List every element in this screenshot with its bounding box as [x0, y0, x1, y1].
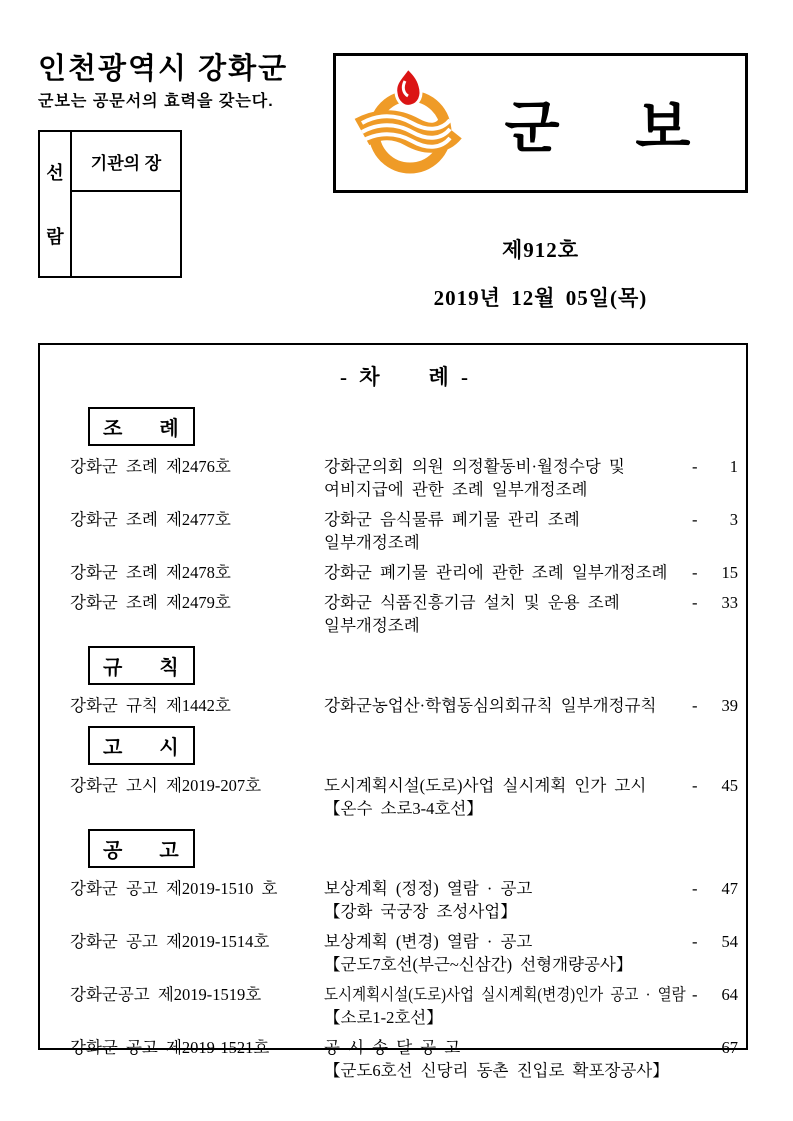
entry-title-line1: 강화군농업산·학협동심의회규칙 일부개정규칙 — [324, 696, 657, 715]
entry-number: 강화군 공고 제2019-1514호 — [70, 932, 270, 951]
head-of-agency-cell: 기관의 장 — [72, 132, 180, 192]
entry-title-line1: 보상계획 (정정) 열람 · 공고 — [324, 879, 533, 898]
entry-title-line2: 【군도6호선 신당리 동촌 진입로 확포장공사】 — [324, 1061, 669, 1080]
entry-page — [692, 1036, 738, 1059]
page-dash: - — [692, 593, 698, 612]
entry-page — [692, 877, 738, 900]
entry-page — [692, 508, 738, 531]
toc-box — [38, 343, 748, 1080]
county-logo-icon — [356, 66, 462, 180]
page-number: 39 — [721, 696, 738, 715]
issue-number: 제912호 — [501, 238, 580, 262]
entry-title — [324, 508, 686, 554]
toc-row — [70, 508, 738, 554]
approval-right-column — [72, 132, 180, 276]
entry-title-line2: 일부개정조례 — [324, 616, 420, 635]
entry-title-line1: 도시계획시설(도로)사업 실시계획(변경)인가 공고 · 열람 — [324, 985, 686, 1004]
entry-number: 강화군공고 제2019-1519호 — [70, 985, 262, 1004]
entry-title — [324, 455, 686, 501]
section-label-announcement: 공 고 — [88, 829, 195, 868]
page-dash: - — [692, 563, 698, 582]
entry-page — [692, 591, 738, 614]
section-announcement — [70, 827, 738, 1082]
entry-title-line2: 【군도7호선(부근~신삼간) 선형개량공사】 — [324, 955, 633, 974]
circulation-column — [40, 132, 72, 276]
page-number: 67 — [721, 1038, 738, 1057]
toc-row — [70, 455, 738, 501]
entry-title-line2: 【온수 소로3-4호선】 — [324, 799, 483, 818]
entry-page — [692, 455, 738, 478]
entry-title — [324, 591, 686, 637]
page-dash: - — [692, 879, 698, 898]
toc-row — [70, 983, 738, 1029]
toc-row — [70, 561, 738, 584]
toc-row — [70, 1036, 738, 1082]
entry-number: 강화군 조례 제2476호 — [70, 457, 231, 476]
toc-heading: - 차 례 - — [339, 365, 469, 389]
entry-number: 강화군 조례 제2478호 — [70, 563, 231, 582]
page-dash: - — [692, 776, 698, 795]
page-number: 15 — [721, 563, 738, 582]
entry-page — [692, 983, 738, 1006]
entry-page — [692, 694, 738, 717]
entry-title — [324, 694, 686, 717]
toc-row — [70, 591, 738, 637]
page-dash: - — [692, 932, 698, 951]
entry-number: 강화군 규칙 제1442호 — [70, 696, 231, 715]
page-number: 3 — [729, 510, 738, 529]
entry-title — [324, 983, 686, 1029]
section-notification — [70, 724, 738, 820]
entry-title-line1: 강화군 폐기물 관리에 관한 조례 일부개정조례 — [324, 563, 668, 582]
issue-date: 2019년 12월 05일(목) — [433, 286, 648, 310]
section-label-rule: 규 칙 — [88, 646, 195, 685]
toc-row — [70, 877, 738, 923]
approval-table — [38, 130, 182, 278]
entry-number: 강화군 조례 제2479호 — [70, 593, 231, 612]
page-dash: - — [692, 696, 698, 715]
entry-title-line1: 도시계획시설(도로)사업 실시계획 인가 고시 — [324, 776, 647, 795]
entry-title-line2: 일부개정조례 — [324, 533, 420, 552]
page-number: 64 — [721, 985, 738, 1004]
page-dash: - — [692, 985, 698, 1004]
page-number: 33 — [721, 593, 738, 612]
section-ordinance — [70, 405, 738, 637]
entry-title — [324, 774, 686, 820]
entry-number: 강화군 조례 제2477호 — [70, 510, 231, 529]
tagline: 군보는 공문서의 효력을 갖는다. — [38, 93, 274, 110]
entry-title — [324, 930, 686, 976]
page-number: 47 — [721, 879, 738, 898]
entry-title-line1: 강화군 식품진흥기금 설치 및 운용 조례 — [324, 593, 620, 612]
page-number: 45 — [721, 776, 738, 795]
entry-title-line2: 【강화 국궁장 조성사업】 — [324, 902, 517, 921]
toc-row — [70, 774, 738, 820]
issue-block — [333, 234, 748, 312]
org-title: 인천광역시 강화군 — [38, 53, 289, 85]
page-number: 1 — [729, 457, 738, 476]
masthead-box — [333, 53, 748, 193]
entry-number: 강화군 고시 제2019-207호 — [70, 776, 262, 795]
toc-row — [70, 694, 738, 717]
entry-title-line1: 보상계획 (변경) 열람 · 공고 — [324, 932, 533, 951]
section-rule — [70, 644, 738, 717]
circulation-char-bottom: 람 — [46, 227, 64, 247]
entry-title-line2: 【소로1-2호선】 — [324, 1008, 443, 1027]
page-dash: - — [692, 510, 698, 529]
page-dash: - — [692, 457, 698, 476]
signature-empty-cell — [72, 192, 180, 276]
entry-title-line1: 강화군 음식물류 폐기물 관리 조례 — [324, 510, 580, 529]
section-label-notification: 고 시 — [88, 726, 195, 765]
entry-page — [692, 561, 738, 584]
entry-number: 강화군 공고 제2019-1521호 — [70, 1038, 270, 1057]
toc-row — [70, 930, 738, 976]
entry-page — [692, 774, 738, 797]
entry-title — [324, 1036, 686, 1082]
entry-title-line2: 여비지급에 관한 조례 일부개정조례 — [324, 480, 588, 499]
entry-title-line1: 강화군의회 의원 의정활동비·월정수당 및 — [324, 457, 625, 476]
section-label-ordinance: 조 례 — [88, 407, 195, 446]
entry-number: 강화군 공고 제2019-1510 호 — [70, 879, 278, 898]
entry-title — [324, 561, 686, 584]
entry-title — [324, 877, 686, 923]
entry-title-line1: 공 시 송 달 공 고 — [324, 1038, 461, 1057]
page-dash: - — [692, 1038, 698, 1057]
circulation-char-top: 선 — [46, 163, 64, 183]
entry-page — [692, 930, 738, 953]
page-number: 54 — [721, 932, 738, 951]
masthead-title: 군 보 — [504, 96, 693, 160]
